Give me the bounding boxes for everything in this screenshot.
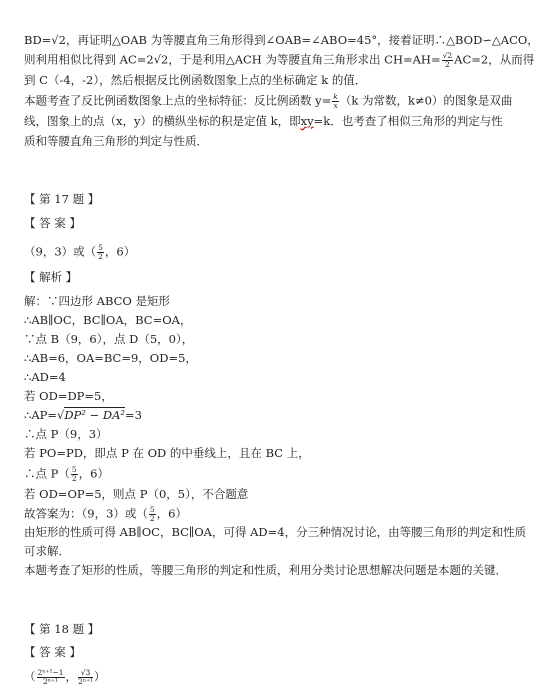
solution-line: 若 OD=DP=5，	[24, 389, 113, 403]
text-line: BD=√2，再证明△OAB 为等腰直角三角形得到∠OAB=∠ABO=45°，接着证明∴△BOD∽△ACO，	[24, 33, 539, 47]
solution-line: ∴点 P（9，3）	[24, 427, 108, 441]
fraction: $\frac{√3}{\text{2ⁿ⁺¹}}$	[78, 668, 94, 686]
fraction: $\frac{\text{2ⁿ⁺¹−1}}{\text{2ⁿ⁺¹}}$	[37, 668, 64, 686]
solution-line: ∴AD=4	[24, 370, 66, 384]
solution-line: ∴AP=√DP² − DA²=3	[24, 408, 142, 422]
solution-line: 解：∵四边形 ABCO 是矩形	[24, 294, 171, 308]
solution-line: ∴AB∥OC，BC∥OA，BC=OA，	[24, 313, 192, 327]
text-line: 则利用相似比得到 AC=2√2，于是利用△ACH 为等腰直角三角形求出 CH=AH= $\frac{√2}{2}$ AC=2，从而得	[24, 51, 535, 69]
underlined-term: xy	[300, 114, 314, 128]
solution-line: 若 OD=OP=5，则点 P（0，5），不合题意	[24, 487, 249, 501]
sqrt-expression: DP² − DA²	[64, 408, 125, 422]
text-line: 质和等腰直角三角形的判定与性质．	[24, 134, 208, 148]
solution-line: ∴AB=6，OA=BC=9，OD=5，	[24, 351, 197, 365]
solution-line: 可求解．	[24, 544, 70, 558]
text-line: 本题考查了反比例函数图象上点的坐标特征：反比例函数 y= $\frac{k}{x}$ （k 为常数，k≠0）的图象是双曲	[24, 92, 513, 110]
analysis-label: 【 解析 】	[24, 270, 78, 284]
answer-text: （ $\frac{\text{2ⁿ⁺¹−1}}{\text{2ⁿ⁺¹}}$ ， $\frac{√3}{\text{2ⁿ⁺¹}}$ ）	[24, 668, 106, 686]
answer-label: 【 答 案 】	[24, 216, 81, 230]
answer-text: （9，3）或（ $\frac{5}{2}$ ，6）	[24, 243, 136, 261]
solution-line: 由矩形的性质可得 AB∥OC，BC∥OA，可得 AD=4，分三种情况讨论，由等腰三角形的判定和性质	[24, 525, 527, 539]
answer-label: 【 答 案 】	[24, 645, 81, 659]
solution-line: 故答案为：（9，3）或（ $\frac{5}{2}$ ，6）	[24, 505, 187, 523]
question-17-header: 【 第 17 题 】	[24, 192, 100, 206]
fraction: $\frac{k}{x}$	[333, 92, 338, 110]
question-18-header: 【 第 18 题 】	[24, 622, 100, 636]
fraction: $\frac{5}{2}$	[149, 505, 155, 523]
text-line: 线，图象上的点（x，y）的横纵坐标的积是定值 k，即xy=k．也考查了相似三角形的判定与性	[24, 114, 503, 128]
fraction: $\frac{√2}{2}$	[442, 51, 453, 69]
fraction: $\frac{5}{2}$	[98, 243, 103, 261]
solution-line: 本题考查了矩形的性质，等腰三角形的判定和性质，利用分类讨论思想解决问题是本题的关键．	[24, 563, 507, 577]
text-line: 到 C（-4，-2），然后根据反比例函数图象上点的坐标确定 k 的值．	[24, 73, 367, 87]
solution-line: 若 PO=PD，即点 P 在 OD 的中垂线上，且在 BC 上，	[24, 446, 310, 460]
solution-line: ∴点 P（ $\frac{5}{2}$ ，6）	[24, 465, 110, 483]
fraction: $\frac{5}{2}$	[71, 465, 77, 483]
solution-line: ∵点 B（9，6），点 D（5，0），	[24, 332, 194, 346]
